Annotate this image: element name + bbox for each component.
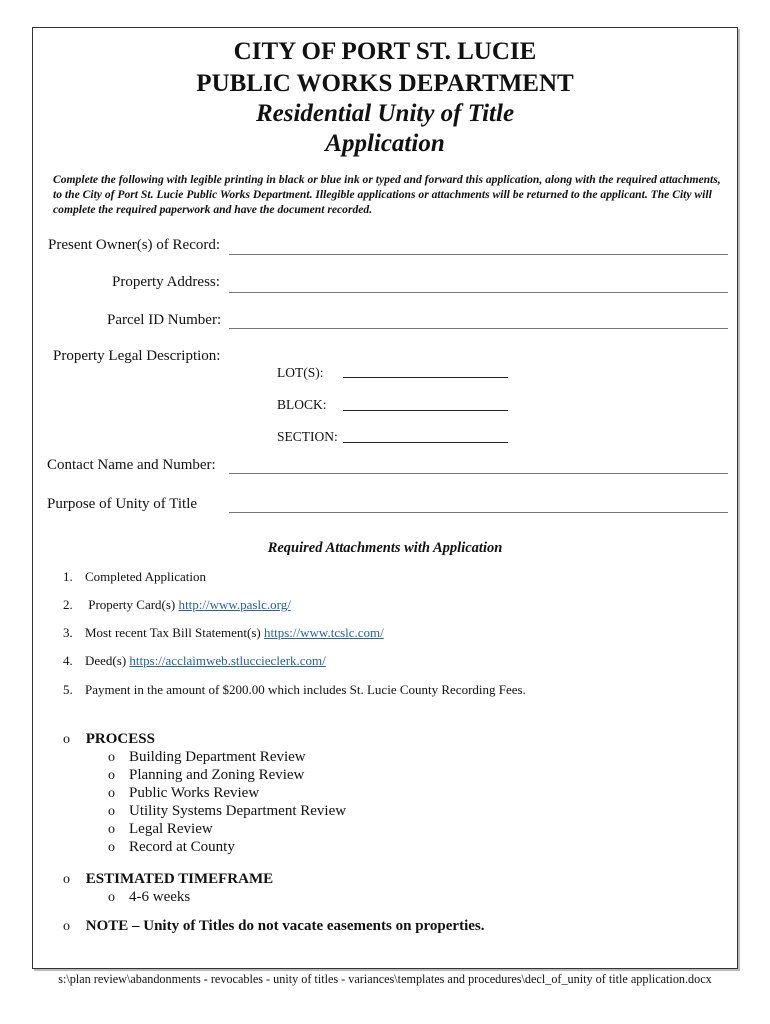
item-text: Most recent Tax Bill Statement(s) [85,625,265,640]
section-field[interactable] [343,442,508,443]
lots-label: LOT(S): [277,365,324,380]
note-text: NOTE – Unity of Titles do not vacate easements on properties. [85,918,485,934]
file-path-footer: s:\plan review\abandonments - revocables - unity of titles - variances\templates and procedures\decl_of_unity of title application.docx [58,972,712,986]
bullet-icon: o [63,872,70,887]
attachment-item [63,653,326,669]
process-step [108,767,304,784]
attachment-item [63,597,291,613]
bullet-icon: o [63,919,70,934]
process-step-label: Record at County [129,839,235,855]
parcel-label: Parcel ID Number: [107,312,222,328]
lots-field[interactable] [343,377,508,378]
process-step-label: Building Department Review [129,749,306,765]
item-number: 3. [63,625,73,640]
instructions-text: Complete the following with legible printing in black or blue ink or typed and forward this application, along with the required attachments, to the City of Port St. Lucie Public Works Department. Illegible applications or attachments will be returned to the applicant. The City will complete the required paperwork and have the document recorded. [53,173,721,216]
owner-field[interactable] [229,254,728,255]
title-application: Application [325,130,445,157]
item-text: Completed Application [85,569,206,584]
item-number: 1. [63,569,73,584]
block-field[interactable] [343,410,508,411]
deed-link[interactable]: https://acclaimweb.stluccieclerk.com/ [129,653,326,668]
contact-field[interactable] [229,473,728,474]
process-step [108,749,306,766]
item-number: 5. [63,682,73,697]
bullet-icon: o [108,750,115,765]
process-step-label: Legal Review [129,821,213,837]
process-step [108,803,346,820]
title-city: CITY OF PORT ST. LUCIE [233,38,537,65]
item-text: Property Card(s) [85,597,179,612]
title-form-name: Residential Unity of Title [255,100,515,127]
process-step [108,821,213,838]
parcel-field[interactable] [229,328,728,329]
process-step [108,839,235,856]
attachment-item [63,682,526,698]
bullet-icon: o [63,732,70,747]
process-section [63,731,155,748]
item-text: Deed(s) [85,653,130,668]
bullet-icon: o [108,804,115,819]
attachments-heading: Required Attachments with Application [267,540,503,556]
timeframe-item [108,889,190,906]
tax-bill-link[interactable]: https://www.tcslc.com/ [264,625,384,640]
purpose-label: Purpose of Unity of Title [47,496,198,512]
item-text: Payment in the amount of $200.00 which includes St. Lucie County Recording Fees. [85,682,526,697]
process-step-label: Planning and Zoning Review [129,767,305,783]
bullet-icon: o [108,768,115,783]
property-card-link[interactable]: http://www.paslc.org/ [178,597,291,612]
attachment-item [63,625,384,641]
address-label: Property Address: [112,274,220,290]
title-department: PUBLIC WORKS DEPARTMENT [196,70,574,97]
purpose-field[interactable] [229,512,728,513]
address-field[interactable] [229,292,728,293]
section-label: SECTION: [277,429,338,444]
timeframe-value: 4-6 weeks [129,889,191,905]
legal-description-label: Property Legal Description: [53,348,221,364]
bullet-icon: o [108,786,115,801]
note-section [63,918,485,935]
process-step [108,785,259,802]
item-number: 4. [63,653,73,668]
process-heading: PROCESS [85,731,155,747]
item-number: 2. [63,597,73,612]
owner-label: Present Owner(s) of Record: [48,237,221,253]
block-label: BLOCK: [277,397,327,412]
process-step-label: Utility Systems Department Review [129,803,347,819]
timeframe-section [63,871,273,888]
contact-label: Contact Name and Number: [47,457,216,473]
bullet-icon: o [108,822,115,837]
attachment-item [63,569,206,585]
process-step-label: Public Works Review [129,785,260,801]
timeframe-heading: ESTIMATED TIMEFRAME [85,871,274,887]
bullet-icon: o [108,890,115,905]
bullet-icon: o [108,840,115,855]
